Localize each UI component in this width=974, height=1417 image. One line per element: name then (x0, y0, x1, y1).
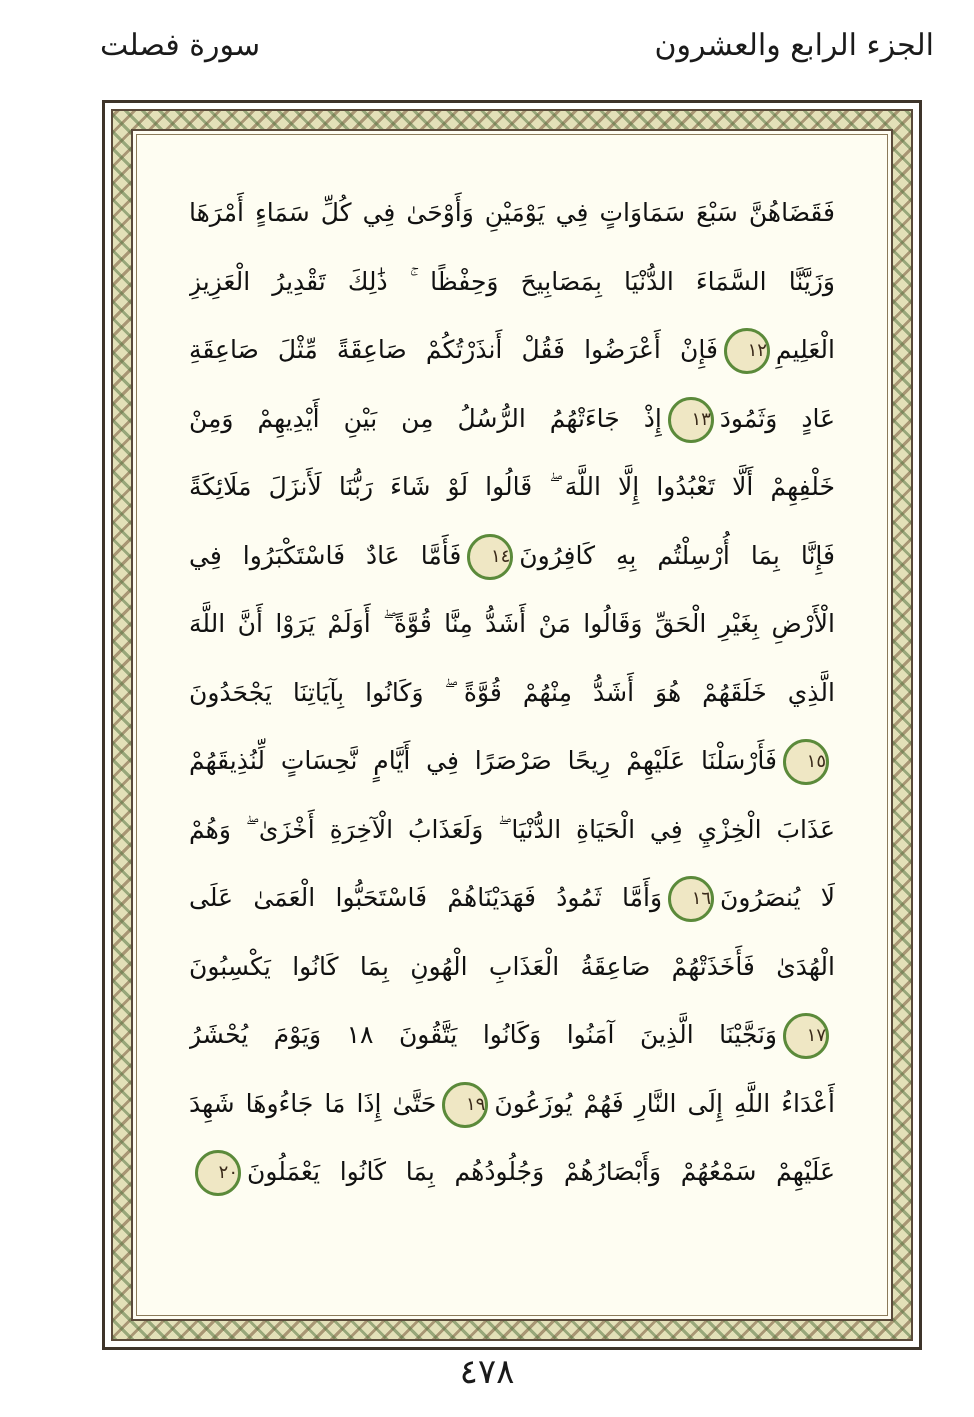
verse-text: فَإِنَّا بِمَا أُرْسِلْتُم بِهِ كَافِرُونَ (519, 540, 835, 570)
ayah-number-marker: ١٩ (442, 1082, 488, 1128)
verse-line (189, 933, 835, 1002)
verse-text: لَا يُنصَرُونَ (720, 883, 835, 912)
verse-line (189, 1001, 835, 1070)
ayah-number-marker: ١٥ (783, 739, 829, 785)
verse-text: إِذْ جَاءَتْهُمُ الرُّسُلُ مِن بَيْنِ أَيْدِيهِمْ وَمِنْ (189, 403, 662, 433)
ayah-number-marker: ١٤ (467, 534, 513, 580)
verse-line (189, 1138, 835, 1207)
text-area (131, 129, 893, 1321)
verse-line (189, 796, 835, 865)
verse-line (189, 248, 835, 317)
surah-title: سورة فصلت (100, 28, 261, 63)
verse-line (189, 453, 835, 522)
ayah-number-marker: ١٦ (668, 876, 714, 922)
verse-line (189, 385, 835, 454)
verse-line (189, 590, 835, 659)
verse-text: عَلَيْهِمْ سَمْعُهُمْ وَأَبْصَارُهُمْ وَجُلُودُهُم بِمَا كَانُوا يَعْمَلُونَ (247, 1157, 835, 1186)
verse-line (189, 864, 835, 933)
ayah-number-marker: ١٢ (724, 328, 770, 374)
verse-text: خَلْفِهِمْ أَلَّا تَعْبُدُوا إِلَّا اللَّهَ ۖ قَالُوا لَوْ شَاءَ رَبُّنَا لَأَنزَلَ مَلَائِكَةً (189, 472, 835, 501)
verse-text: عَذَابَ الْخِزْيِ فِي الْحَيَاةِ الدُّنْيَا ۖ وَلَعَذَابُ الْآخِرَةِ أَخْزَىٰ ۖ وَهُمْ (189, 814, 835, 844)
verse-line (189, 727, 835, 796)
page-frame (102, 100, 922, 1350)
verse-line (189, 659, 835, 728)
verse-text: فَأَمَّا عَادٌ فَاسْتَكْبَرُوا فِي (189, 540, 462, 570)
juz-title: الجزء الرابع والعشرون (654, 28, 934, 63)
verse-text: الْهُدَىٰ فَأَخَذَتْهُمْ صَاعِقَةُ الْعَذَابِ الْهُونِ بِمَا كَانُوا يَكْسِبُونَ (189, 951, 835, 981)
ayah-number-marker: ٢٠ (195, 1150, 241, 1196)
verse-text: عَادٍ وَثَمُودَ (719, 403, 835, 433)
verse-text: الَّذِي خَلَقَهُمْ هُوَ أَشَدُّ مِنْهُمْ قُوَّةً ۖ وَكَانُوا بِآيَاتِنَا يَجْحَدُونَ (189, 677, 835, 707)
verse-line (189, 179, 835, 248)
verse-line (189, 1070, 835, 1139)
verse-text: فَإِنْ أَعْرَضُوا فَقُلْ أَنذَرْتُكُمْ صَاعِقَةً مِّثْلَ صَاعِقَةِ (189, 335, 718, 364)
verse-text: الْعَلِيمِ (775, 335, 835, 364)
verse-text: حَتَّىٰ إِذَا مَا جَاءُوهَا شَهِدَ (189, 1088, 437, 1118)
verse-lines (189, 179, 835, 1207)
ayah-number-marker: ١٧ (783, 1013, 829, 1059)
verse-text: فَقَضَاهُنَّ سَبْعَ سَمَاوَاتٍ فِي يَوْمَيْنِ وَأَوْحَىٰ فِي كُلِّ سَمَاءٍ أَمْرَهَا (189, 198, 835, 227)
verse-line (189, 522, 835, 591)
verse-line (189, 316, 835, 385)
page-number: ٤٧٨ (459, 1352, 515, 1392)
verse-text: وَزَيَّنَّا السَّمَاءَ الدُّنْيَا بِمَصَابِيحَ وَحِفْظًا ۚ ذَٰلِكَ تَقْدِيرُ الْعَزِيزِ (189, 266, 835, 296)
verse-text: الْأَرْضِ بِغَيْرِ الْحَقِّ وَقَالُوا مَنْ أَشَدُّ مِنَّا قُوَّةً ۖ أَوَلَمْ يَرَوْا أَنَّ اللَّهَ (189, 609, 835, 638)
verse-text: فَأَرْسَلْنَا عَلَيْهِمْ رِيحًا صَرْصَرًا فِي أَيَّامٍ نَّحِسَاتٍ لِّنُذِيقَهُمْ (189, 746, 777, 775)
verse-text: وَأَمَّا ثَمُودُ فَهَدَيْنَاهُمْ فَاسْتَحَبُّوا الْعَمَىٰ عَلَى (189, 883, 663, 912)
verse-text: وَنَجَّيْنَا الَّذِينَ آمَنُوا وَكَانُوا يَتَّقُونَ ١٨ وَيَوْمَ يُحْشَرُ (189, 1020, 777, 1049)
verse-text: أَعْدَاءُ اللَّهِ إِلَى النَّارِ فَهُمْ يُوزَعُونَ (494, 1088, 835, 1118)
ayah-number-marker: ١٣ (668, 397, 714, 443)
